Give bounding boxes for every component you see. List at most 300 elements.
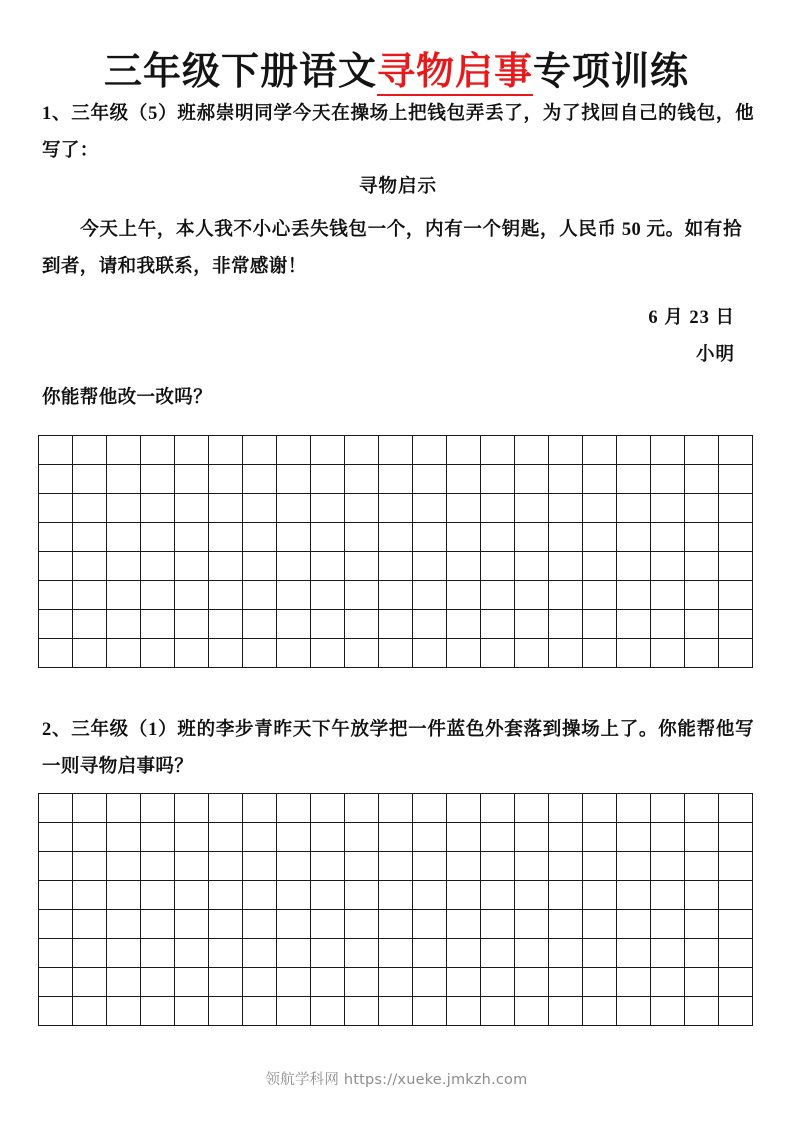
grid-cell[interactable]	[617, 939, 651, 968]
grid-cell[interactable]	[175, 552, 209, 581]
grid-cell[interactable]	[481, 997, 515, 1026]
grid-cell[interactable]	[481, 939, 515, 968]
grid-cell[interactable]	[685, 639, 719, 668]
grid-cell[interactable]	[141, 465, 175, 494]
grid-cell[interactable]	[107, 494, 141, 523]
grid-cell[interactable]	[345, 852, 379, 881]
grid-cell[interactable]	[379, 523, 413, 552]
grid-cell[interactable]	[379, 465, 413, 494]
grid-cell[interactable]	[685, 823, 719, 852]
grid-cell[interactable]	[345, 436, 379, 465]
grid-cell[interactable]	[617, 968, 651, 997]
grid-cell[interactable]	[719, 523, 753, 552]
grid-cell[interactable]	[175, 823, 209, 852]
grid-cell[interactable]	[481, 852, 515, 881]
grid-cell[interactable]	[311, 639, 345, 668]
grid-cell[interactable]	[617, 910, 651, 939]
grid-cell[interactable]	[39, 852, 73, 881]
grid-cell[interactable]	[447, 910, 481, 939]
grid-cell[interactable]	[379, 639, 413, 668]
grid-cell[interactable]	[719, 881, 753, 910]
grid-cell[interactable]	[73, 436, 107, 465]
grid-cell[interactable]	[549, 823, 583, 852]
grid-cell[interactable]	[73, 997, 107, 1026]
grid-cell[interactable]	[651, 639, 685, 668]
grid-cell[interactable]	[73, 939, 107, 968]
grid-cell[interactable]	[481, 610, 515, 639]
grid-cell[interactable]	[141, 552, 175, 581]
grid-cell[interactable]	[39, 910, 73, 939]
grid-cell[interactable]	[209, 639, 243, 668]
grid-cell[interactable]	[277, 968, 311, 997]
grid-cell[interactable]	[413, 523, 447, 552]
grid-cell[interactable]	[413, 639, 447, 668]
grid-cell[interactable]	[515, 494, 549, 523]
grid-cell[interactable]	[175, 436, 209, 465]
grid-cell[interactable]	[345, 465, 379, 494]
grid-cell[interactable]	[379, 939, 413, 968]
grid-cell[interactable]	[617, 852, 651, 881]
grid-cell[interactable]	[413, 823, 447, 852]
grid-cell[interactable]	[685, 794, 719, 823]
grid-cell[interactable]	[175, 610, 209, 639]
grid-cell[interactable]	[447, 610, 481, 639]
grid-cell[interactable]	[413, 610, 447, 639]
grid-cell[interactable]	[413, 794, 447, 823]
grid-cell[interactable]	[243, 639, 277, 668]
grid-cell[interactable]	[39, 523, 73, 552]
grid-cell[interactable]	[447, 968, 481, 997]
grid-cell[interactable]	[209, 997, 243, 1026]
grid-cell[interactable]	[311, 794, 345, 823]
grid-cell[interactable]	[175, 910, 209, 939]
grid-cell[interactable]	[277, 852, 311, 881]
grid-cell[interactable]	[447, 794, 481, 823]
grid-cell[interactable]	[719, 852, 753, 881]
grid-cell[interactable]	[719, 939, 753, 968]
grid-cell[interactable]	[583, 794, 617, 823]
grid-cell[interactable]	[311, 465, 345, 494]
grid-cell[interactable]	[413, 968, 447, 997]
grid-cell[interactable]	[277, 465, 311, 494]
grid-cell[interactable]	[685, 852, 719, 881]
grid-cell[interactable]	[73, 639, 107, 668]
grid-cell[interactable]	[515, 436, 549, 465]
grid-cell[interactable]	[515, 794, 549, 823]
grid-cell[interactable]	[549, 436, 583, 465]
grid-cell[interactable]	[413, 581, 447, 610]
grid-cell[interactable]	[277, 823, 311, 852]
grid-cell[interactable]	[39, 639, 73, 668]
grid-cell[interactable]	[345, 794, 379, 823]
grid-cell[interactable]	[651, 823, 685, 852]
grid-cell[interactable]	[243, 494, 277, 523]
grid-cell[interactable]	[685, 968, 719, 997]
grid-cell[interactable]	[583, 523, 617, 552]
grid-cell[interactable]	[549, 939, 583, 968]
grid-cell[interactable]	[141, 852, 175, 881]
grid-cell[interactable]	[481, 881, 515, 910]
grid-cell[interactable]	[311, 581, 345, 610]
grid-cell[interactable]	[345, 881, 379, 910]
grid-cell[interactable]	[379, 823, 413, 852]
grid-cell[interactable]	[515, 465, 549, 494]
grid-cell[interactable]	[719, 581, 753, 610]
grid-cell[interactable]	[481, 823, 515, 852]
grid-cell[interactable]	[243, 523, 277, 552]
grid-cell[interactable]	[685, 552, 719, 581]
grid-cell[interactable]	[583, 581, 617, 610]
grid-cell[interactable]	[719, 968, 753, 997]
grid-cell[interactable]	[617, 610, 651, 639]
grid-cell[interactable]	[583, 852, 617, 881]
grid-cell[interactable]	[515, 823, 549, 852]
grid-cell[interactable]	[141, 494, 175, 523]
grid-cell[interactable]	[447, 639, 481, 668]
grid-cell[interactable]	[549, 610, 583, 639]
answer-grid-2[interactable]	[38, 793, 753, 1026]
grid-cell[interactable]	[209, 436, 243, 465]
grid-cell[interactable]	[651, 494, 685, 523]
grid-cell[interactable]	[243, 436, 277, 465]
grid-cell[interactable]	[175, 794, 209, 823]
grid-cell[interactable]	[39, 494, 73, 523]
grid-cell[interactable]	[481, 794, 515, 823]
grid-cell[interactable]	[549, 552, 583, 581]
grid-cell[interactable]	[243, 910, 277, 939]
grid-cell[interactable]	[209, 852, 243, 881]
grid-cell[interactable]	[243, 852, 277, 881]
grid-cell[interactable]	[73, 465, 107, 494]
grid-cell[interactable]	[413, 910, 447, 939]
grid-cell[interactable]	[141, 523, 175, 552]
grid-cell[interactable]	[141, 881, 175, 910]
grid-cell[interactable]	[685, 436, 719, 465]
grid-cell[interactable]	[447, 823, 481, 852]
grid-cell[interactable]	[39, 823, 73, 852]
grid-cell[interactable]	[73, 881, 107, 910]
grid-cell[interactable]	[379, 881, 413, 910]
grid-cell[interactable]	[345, 910, 379, 939]
grid-cell[interactable]	[311, 523, 345, 552]
grid-cell[interactable]	[243, 881, 277, 910]
grid-cell[interactable]	[549, 794, 583, 823]
grid-cell[interactable]	[209, 939, 243, 968]
grid-cell[interactable]	[73, 852, 107, 881]
grid-cell[interactable]	[277, 436, 311, 465]
grid-cell[interactable]	[141, 997, 175, 1026]
grid-cell[interactable]	[651, 436, 685, 465]
grid-cell[interactable]	[685, 997, 719, 1026]
grid-cell[interactable]	[481, 523, 515, 552]
grid-cell[interactable]	[345, 823, 379, 852]
grid-cell[interactable]	[583, 552, 617, 581]
grid-cell[interactable]	[345, 610, 379, 639]
grid-cell[interactable]	[447, 997, 481, 1026]
grid-cell[interactable]	[141, 794, 175, 823]
grid-cell[interactable]	[515, 552, 549, 581]
grid-cell[interactable]	[243, 465, 277, 494]
grid-cell[interactable]	[379, 910, 413, 939]
grid-cell[interactable]	[277, 794, 311, 823]
grid-cell[interactable]	[617, 523, 651, 552]
grid-cell[interactable]	[345, 968, 379, 997]
grid-cell[interactable]	[617, 436, 651, 465]
grid-cell[interactable]	[651, 881, 685, 910]
grid-cell[interactable]	[481, 639, 515, 668]
grid-cell[interactable]	[39, 968, 73, 997]
grid-cell[interactable]	[651, 852, 685, 881]
grid-cell[interactable]	[209, 968, 243, 997]
grid-cell[interactable]	[39, 552, 73, 581]
grid-cell[interactable]	[209, 881, 243, 910]
grid-cell[interactable]	[379, 610, 413, 639]
grid-cell[interactable]	[617, 639, 651, 668]
grid-cell[interactable]	[447, 436, 481, 465]
grid-cell[interactable]	[277, 910, 311, 939]
grid-cell[interactable]	[651, 581, 685, 610]
grid-cell[interactable]	[685, 523, 719, 552]
grid-cell[interactable]	[617, 823, 651, 852]
grid-cell[interactable]	[107, 852, 141, 881]
grid-cell[interactable]	[175, 465, 209, 494]
grid-cell[interactable]	[141, 581, 175, 610]
grid-cell[interactable]	[651, 997, 685, 1026]
grid-cell[interactable]	[719, 823, 753, 852]
grid-cell[interactable]	[549, 852, 583, 881]
grid-cell[interactable]	[73, 968, 107, 997]
grid-cell[interactable]	[685, 881, 719, 910]
grid-cell[interactable]	[515, 939, 549, 968]
grid-cell[interactable]	[549, 581, 583, 610]
grid-cell[interactable]	[277, 581, 311, 610]
grid-cell[interactable]	[311, 852, 345, 881]
grid-cell[interactable]	[175, 494, 209, 523]
grid-cell[interactable]	[107, 823, 141, 852]
grid-cell[interactable]	[39, 581, 73, 610]
grid-cell[interactable]	[175, 852, 209, 881]
grid-cell[interactable]	[141, 823, 175, 852]
grid-cell[interactable]	[413, 852, 447, 881]
grid-cell[interactable]	[651, 523, 685, 552]
grid-cell[interactable]	[73, 494, 107, 523]
grid-cell[interactable]	[311, 823, 345, 852]
grid-cell[interactable]	[719, 436, 753, 465]
grid-cell[interactable]	[73, 552, 107, 581]
grid-cell[interactable]	[345, 997, 379, 1026]
grid-cell[interactable]	[345, 939, 379, 968]
grid-cell[interactable]	[141, 910, 175, 939]
grid-cell[interactable]	[447, 465, 481, 494]
grid-cell[interactable]	[413, 465, 447, 494]
grid-cell[interactable]	[243, 997, 277, 1026]
grid-cell[interactable]	[515, 997, 549, 1026]
grid-cell[interactable]	[651, 465, 685, 494]
grid-cell[interactable]	[209, 794, 243, 823]
grid-cell[interactable]	[311, 610, 345, 639]
grid-cell[interactable]	[243, 939, 277, 968]
grid-cell[interactable]	[209, 494, 243, 523]
grid-cell[interactable]	[209, 610, 243, 639]
grid-cell[interactable]	[447, 494, 481, 523]
grid-cell[interactable]	[175, 881, 209, 910]
grid-cell[interactable]	[515, 639, 549, 668]
grid-cell[interactable]	[447, 881, 481, 910]
grid-cell[interactable]	[107, 968, 141, 997]
grid-cell[interactable]	[379, 436, 413, 465]
grid-cell[interactable]	[481, 465, 515, 494]
grid-cell[interactable]	[617, 881, 651, 910]
grid-cell[interactable]	[481, 436, 515, 465]
grid-cell[interactable]	[549, 639, 583, 668]
grid-cell[interactable]	[515, 523, 549, 552]
grid-cell[interactable]	[685, 939, 719, 968]
grid-cell[interactable]	[617, 997, 651, 1026]
grid-cell[interactable]	[141, 436, 175, 465]
grid-cell[interactable]	[515, 610, 549, 639]
grid-cell[interactable]	[141, 968, 175, 997]
grid-cell[interactable]	[243, 581, 277, 610]
grid-cell[interactable]	[277, 610, 311, 639]
grid-cell[interactable]	[311, 494, 345, 523]
grid-cell[interactable]	[549, 465, 583, 494]
grid-cell[interactable]	[583, 494, 617, 523]
grid-cell[interactable]	[277, 494, 311, 523]
grid-cell[interactable]	[379, 494, 413, 523]
grid-cell[interactable]	[413, 881, 447, 910]
grid-cell[interactable]	[685, 465, 719, 494]
grid-cell[interactable]	[413, 552, 447, 581]
grid-cell[interactable]	[141, 639, 175, 668]
grid-cell[interactable]	[73, 610, 107, 639]
grid-cell[interactable]	[515, 581, 549, 610]
grid-cell[interactable]	[39, 794, 73, 823]
grid-cell[interactable]	[107, 881, 141, 910]
grid-cell[interactable]	[583, 610, 617, 639]
grid-cell[interactable]	[583, 881, 617, 910]
grid-cell[interactable]	[447, 581, 481, 610]
grid-cell[interactable]	[583, 465, 617, 494]
grid-cell[interactable]	[73, 794, 107, 823]
grid-cell[interactable]	[209, 823, 243, 852]
grid-cell[interactable]	[413, 939, 447, 968]
grid-cell[interactable]	[345, 639, 379, 668]
grid-cell[interactable]	[549, 968, 583, 997]
grid-cell[interactable]	[481, 581, 515, 610]
grid-cell[interactable]	[379, 581, 413, 610]
grid-cell[interactable]	[311, 939, 345, 968]
grid-cell[interactable]	[209, 581, 243, 610]
grid-cell[interactable]	[107, 639, 141, 668]
grid-cell[interactable]	[175, 523, 209, 552]
grid-cell[interactable]	[719, 494, 753, 523]
grid-cell[interactable]	[73, 910, 107, 939]
grid-cell[interactable]	[277, 552, 311, 581]
grid-cell[interactable]	[617, 465, 651, 494]
grid-cell[interactable]	[379, 794, 413, 823]
grid-cell[interactable]	[549, 910, 583, 939]
grid-cell[interactable]	[311, 997, 345, 1026]
grid-cell[interactable]	[651, 910, 685, 939]
grid-cell[interactable]	[481, 552, 515, 581]
grid-cell[interactable]	[39, 465, 73, 494]
grid-cell[interactable]	[243, 610, 277, 639]
grid-cell[interactable]	[73, 581, 107, 610]
grid-cell[interactable]	[175, 639, 209, 668]
grid-cell[interactable]	[175, 939, 209, 968]
grid-cell[interactable]	[277, 523, 311, 552]
grid-cell[interactable]	[685, 581, 719, 610]
grid-cell[interactable]	[209, 910, 243, 939]
grid-cell[interactable]	[481, 910, 515, 939]
grid-cell[interactable]	[447, 852, 481, 881]
grid-cell[interactable]	[617, 552, 651, 581]
grid-cell[interactable]	[685, 610, 719, 639]
grid-cell[interactable]	[107, 610, 141, 639]
grid-cell[interactable]	[549, 494, 583, 523]
grid-cell[interactable]	[243, 968, 277, 997]
grid-cell[interactable]	[515, 968, 549, 997]
grid-cell[interactable]	[651, 610, 685, 639]
grid-cell[interactable]	[311, 968, 345, 997]
grid-cell[interactable]	[107, 465, 141, 494]
grid-cell[interactable]	[583, 939, 617, 968]
grid-cell[interactable]	[549, 523, 583, 552]
grid-cell[interactable]	[39, 436, 73, 465]
grid-cell[interactable]	[413, 436, 447, 465]
grid-cell[interactable]	[583, 910, 617, 939]
grid-cell[interactable]	[617, 494, 651, 523]
grid-cell[interactable]	[719, 997, 753, 1026]
grid-cell[interactable]	[243, 794, 277, 823]
grid-cell[interactable]	[107, 581, 141, 610]
grid-cell[interactable]	[345, 581, 379, 610]
grid-cell[interactable]	[107, 910, 141, 939]
grid-cell[interactable]	[277, 881, 311, 910]
grid-cell[interactable]	[175, 997, 209, 1026]
grid-cell[interactable]	[583, 968, 617, 997]
grid-cell[interactable]	[481, 968, 515, 997]
grid-cell[interactable]	[447, 523, 481, 552]
grid-cell[interactable]	[277, 997, 311, 1026]
grid-cell[interactable]	[617, 581, 651, 610]
grid-cell[interactable]	[719, 639, 753, 668]
grid-cell[interactable]	[345, 494, 379, 523]
grid-cell[interactable]	[481, 494, 515, 523]
grid-cell[interactable]	[175, 968, 209, 997]
grid-cell[interactable]	[311, 881, 345, 910]
grid-cell[interactable]	[583, 823, 617, 852]
grid-cell[interactable]	[719, 610, 753, 639]
grid-cell[interactable]	[719, 910, 753, 939]
grid-cell[interactable]	[583, 436, 617, 465]
grid-cell[interactable]	[515, 910, 549, 939]
grid-cell[interactable]	[345, 552, 379, 581]
grid-cell[interactable]	[719, 552, 753, 581]
grid-cell[interactable]	[141, 939, 175, 968]
grid-cell[interactable]	[583, 997, 617, 1026]
grid-cell[interactable]	[39, 881, 73, 910]
grid-cell[interactable]	[39, 610, 73, 639]
grid-cell[interactable]	[515, 881, 549, 910]
grid-cell[interactable]	[311, 436, 345, 465]
grid-cell[interactable]	[107, 552, 141, 581]
grid-cell[interactable]	[379, 968, 413, 997]
grid-cell[interactable]	[719, 465, 753, 494]
grid-cell[interactable]	[413, 997, 447, 1026]
grid-cell[interactable]	[209, 465, 243, 494]
grid-cell[interactable]	[243, 823, 277, 852]
